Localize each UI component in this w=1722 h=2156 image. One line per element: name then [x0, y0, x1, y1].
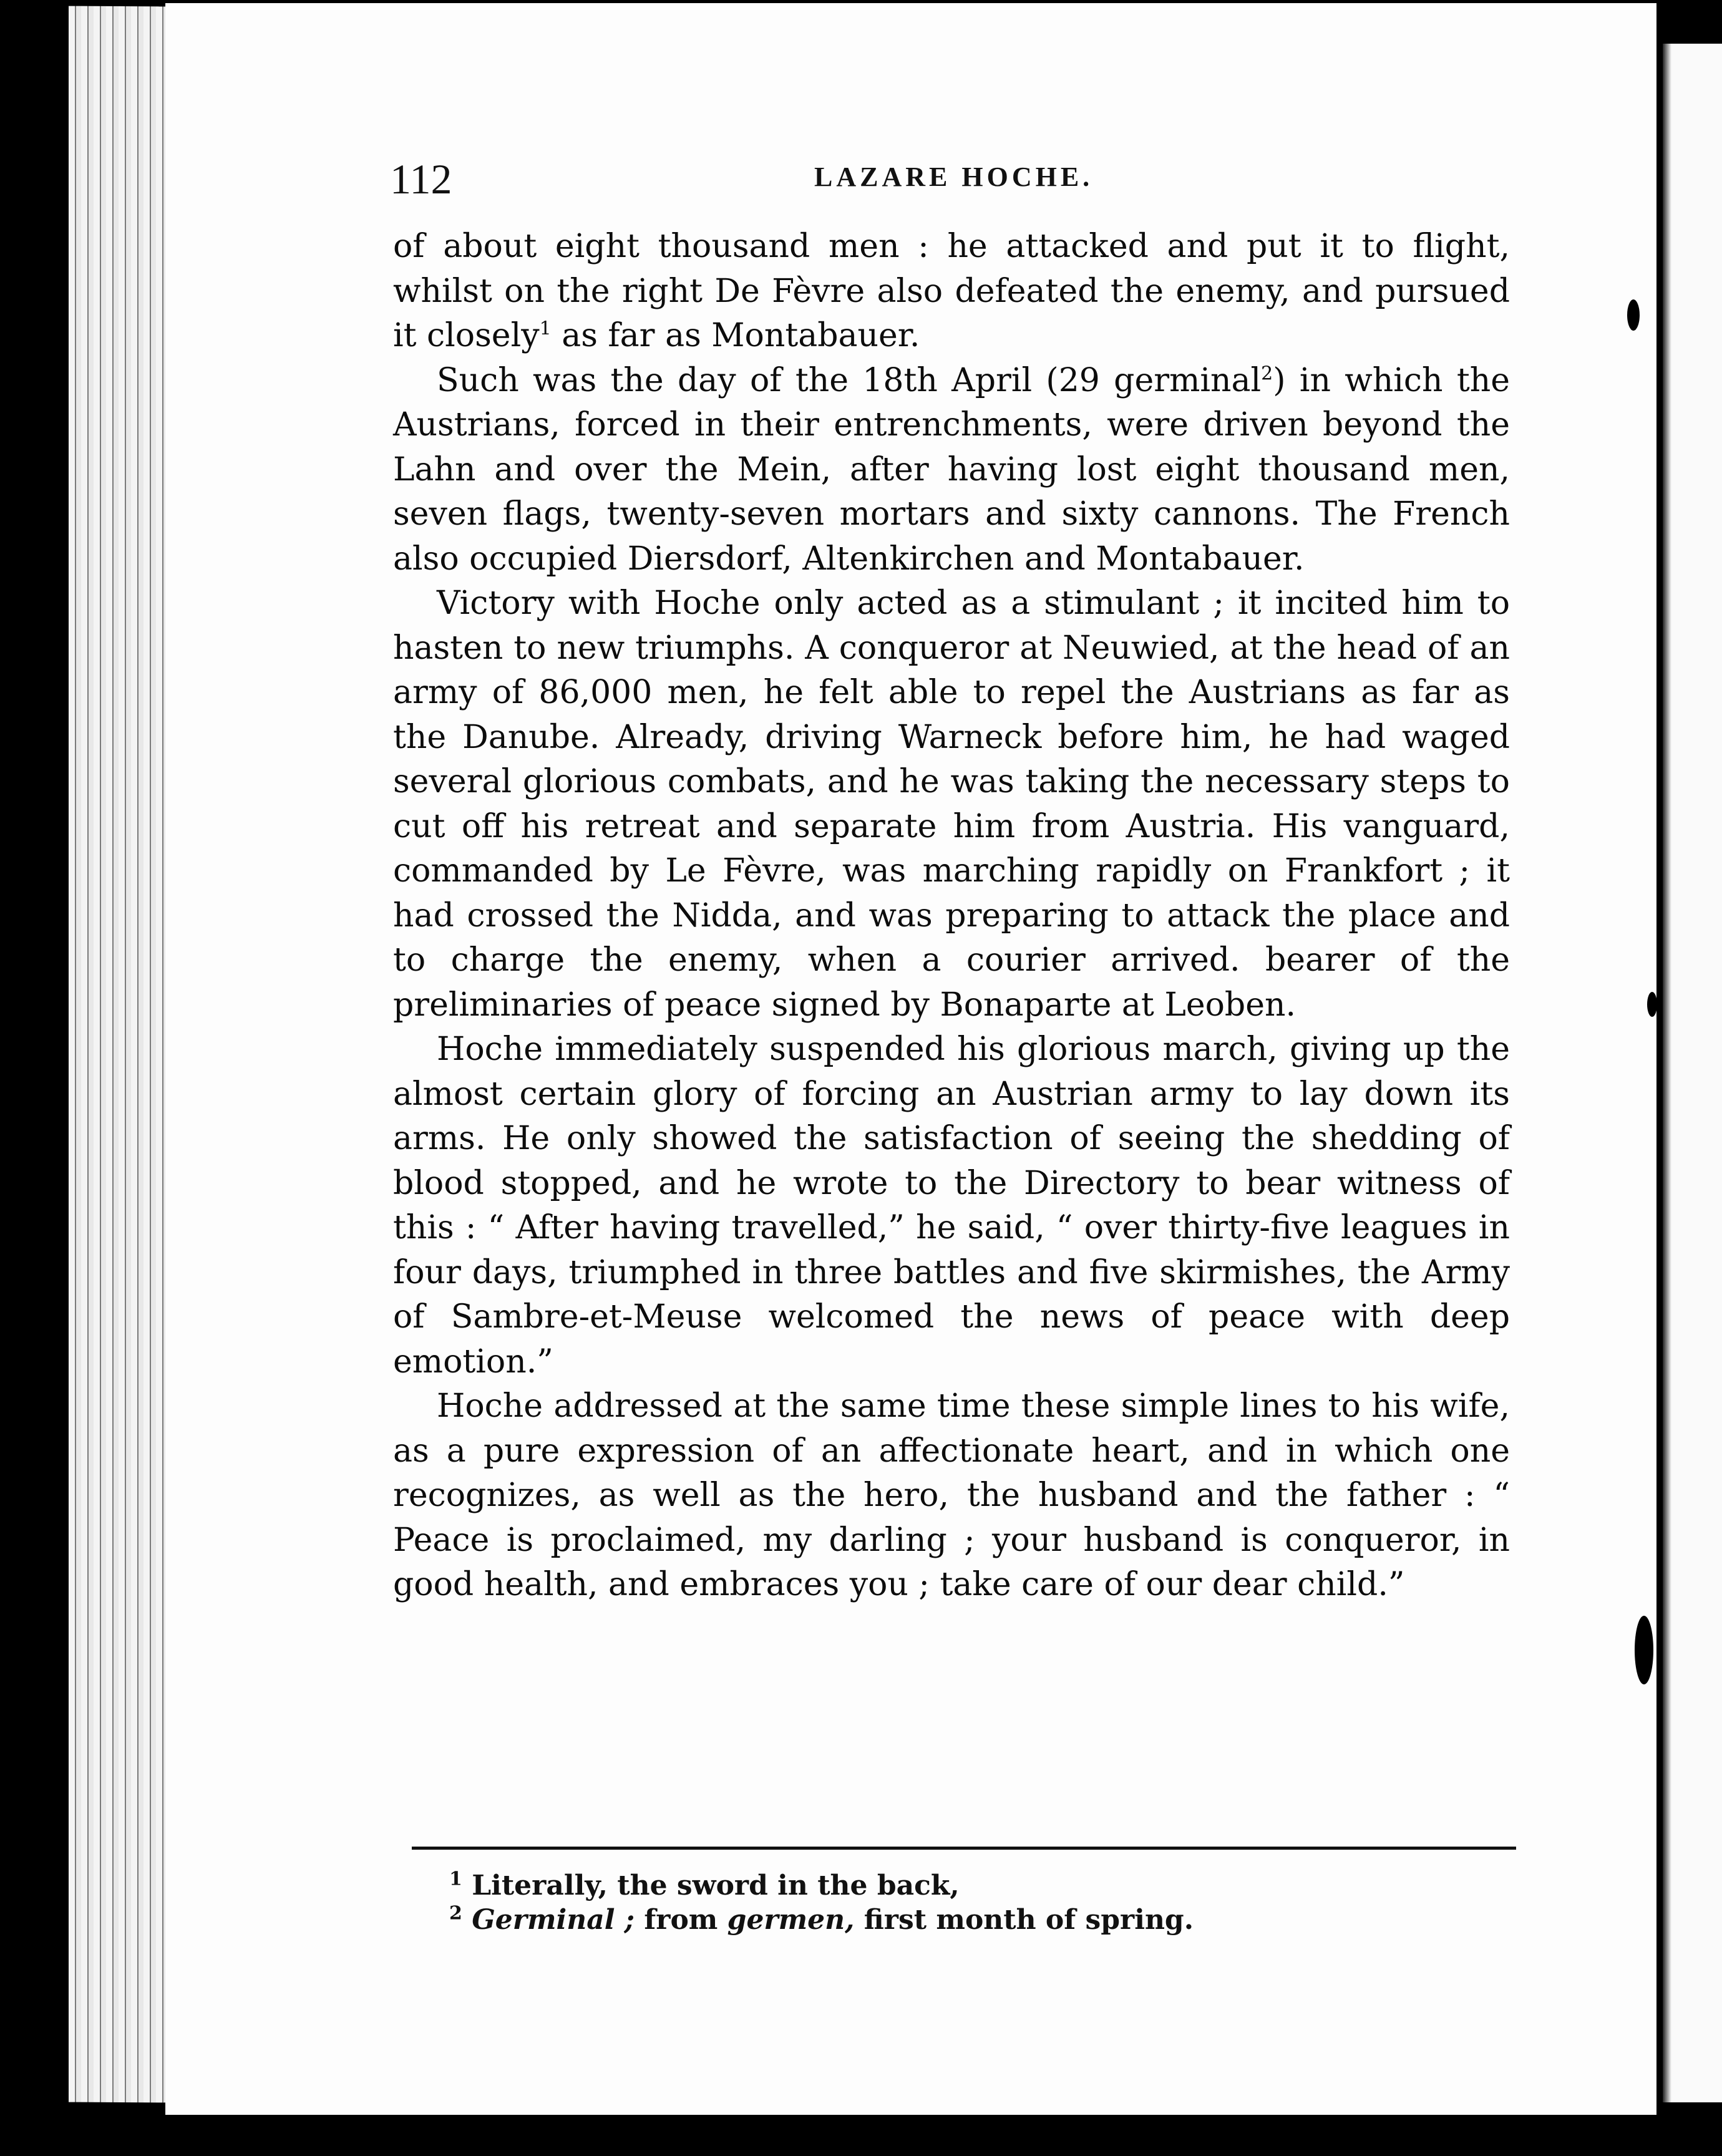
footnote-ref: 2	[1261, 362, 1273, 385]
paragraph: Hoche addressed at the same time these simple lines to his wife, as a pure expression of an affectionate heart, and in which one recognizes, as well as the hero, the husband and the father : “ Peace is proclaimed, my darling ; your husband is conqueror, in good health, and embraces you ; take care of our dear child.”	[393, 1387, 1510, 1603]
footnotes	[449, 1868, 1510, 1937]
footnote-rule	[412, 1847, 1516, 1850]
running-head	[390, 155, 1638, 205]
page-stack-edges	[69, 6, 168, 2103]
paragraph: of about eight thousand men : he attacked and put it to flight, whilst on the right De Fèvre also defeated the enemy, and pursued it closely$^1$ as far as Montabauer.	[393, 228, 1510, 354]
facing-page-edge	[1656, 44, 1722, 2102]
running-title: LAZARE HOCHE.	[814, 162, 1094, 192]
paragraph: Victory with Hoche only acted as a stimulant ; it incited him to hasten to new triumphs. A conqueror at Neuwied, at the head of an army of 86,000 men, he felt able to repel the Austrians as far as the Danube. Already, driving Warneck before him, he had waged several glorious combats, and he was taking the necessary steps to cut off his retreat and separate him from Austria. His vanguard, commanded by Le Fèvre, was marching rapidly on Frankfort ; it had crossed the Nidda, and was preparing to attack the place and to charge the enemy, when a courier arrived. bearer of the preliminaries of peace signed by Bonaparte at Leoben.	[393, 585, 1510, 1024]
footnote: $^2$ Germinal ; from germen, first month of spring.	[449, 1902, 1194, 1936]
ink-blot	[1647, 992, 1657, 1017]
gutter-shadow	[1663, 44, 1671, 2102]
body-text	[393, 225, 1510, 1608]
ink-blot	[1635, 1616, 1653, 1684]
footnote-marker: 2	[449, 1902, 462, 1925]
footnote: $^1$ Literally, the sword in the back,	[449, 1868, 960, 1901]
ink-blot	[1627, 299, 1640, 331]
paragraph: Such was the day of the 18th April (29 germinal$^2$) in which the Austrians, forced in their entrenchments, were driven beyond the Lahn and over the Mein, after having lost eight thousand men, seven flags, twenty-seven mortars and sixty cannons. The French also occupied Diersdorf, Altenkirchen and Montabauer.	[393, 361, 1510, 578]
footnote-marker: 1	[449, 1868, 462, 1890]
page-number: 112	[390, 155, 452, 203]
paragraph: Hoche immediately suspended his glorious march, giving up the almost certain glory of forcing an Austrian army to lay down its arms. He only showed the satisfaction of seeing the shedding of blood stopped, and he wrote to the Directory to bear witness of this : “ After having travelled,” he said, “ over thirty-five leagues in four days, triumphed in three battles and five skirmishes, the Army of Sambre-et-Meuse welcomed the news of peace with deep emotion.”	[393, 1031, 1510, 1381]
footnote-ref: 1	[539, 318, 552, 340]
